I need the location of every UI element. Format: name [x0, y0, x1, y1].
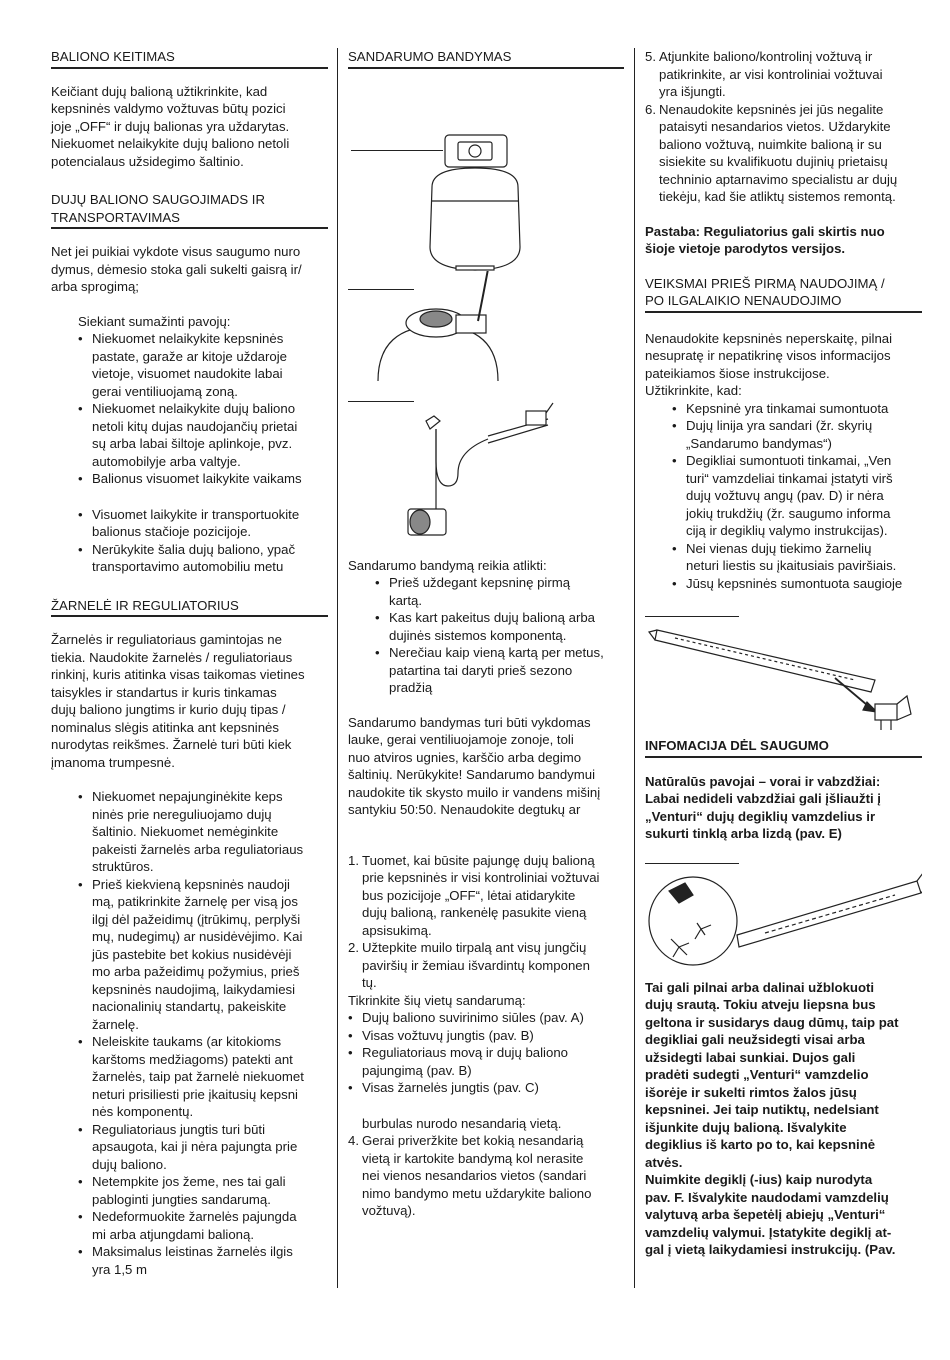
text-line: bus pozicijoje „OFF“, lėtai atidarykite: [362, 887, 576, 903]
text-line: VEIKSMAI PRIEŠ PIRMĄ NAUDOJIMĄ /: [645, 275, 885, 291]
text-line: Tuomet, kai būsite pajungę dujų balioną: [362, 852, 595, 868]
text-line: Atjunkite baliono/kontrolinį vožtuvą ir: [659, 49, 873, 64]
text-line: apsaugota, kai ji nėra pajungta prie: [92, 1139, 298, 1154]
text-line: degikliai gali neužsidegti visai arba: [645, 1032, 865, 1047]
text-line: nuo atviros ugnies, karščio arba degimo: [348, 749, 582, 765]
text-line: kartą.: [389, 592, 422, 608]
text-line: atvės.: [645, 1154, 683, 1170]
list-item: [78, 1033, 328, 1121]
column-divider-1: [337, 48, 338, 1288]
list-item: [78, 876, 328, 1034]
regulator-note: [645, 223, 922, 258]
text-line: kepsninės valdymo vožtuvas būtų pozici: [51, 101, 286, 116]
text-line: valytuvą arba šepetėlį abiejų „Venturi“: [645, 1207, 886, 1222]
text-line: dujų baliono.: [92, 1156, 167, 1172]
numbered-step: [348, 852, 624, 940]
column-2: [348, 48, 624, 1220]
bubble-indication-text: burbulas nurodo nesandarią vietą.: [362, 1115, 562, 1131]
text-line: mi arba atjungdami balioną.: [92, 1226, 255, 1242]
text-line: Niekuomet nepajunginėkite keps: [92, 789, 283, 804]
leak-test-conditions-text: [348, 714, 624, 819]
text-line: turi“ vamzdeliai tinkamai įstatyti virš: [686, 470, 893, 486]
figure-c-hose-connections: [348, 381, 624, 551]
section-heading-cylinder-replacement: BALIONO KEITIMAS: [51, 48, 328, 69]
text-line: netoli kitų dujas naudojančių prietai: [92, 418, 298, 434]
text-line: Visas vožtuvų jungtis (pav. B): [362, 1027, 534, 1043]
text-line: mą, patikrinkite žarnelę per visą jos: [92, 894, 298, 909]
text-line: Keičiant dujų balioną užtikrinkite, kad: [51, 83, 268, 99]
text-line: Niekuomet nelaikykite dujų baliono: [92, 401, 296, 416]
text-line: joje „OFF“ ir dujų balionas yra uždarytas.: [51, 118, 290, 134]
section-heading-safety-info: INFOMACIJA DĖL SAUGUMO: [645, 737, 922, 758]
text-line: patartina tai daryti prieš sezono: [389, 662, 573, 678]
list-item: [78, 1173, 328, 1208]
numbered-step: [645, 48, 922, 101]
text-line: arba sprogimą;: [51, 279, 139, 294]
text-line: dujų balioną, rankenėlę pasukite vieną: [362, 905, 587, 920]
figure-label-line: [348, 401, 414, 402]
step-number: 1.: [348, 852, 359, 868]
text-line: šaltinių. Nerūkykite! Sandarumo bandymui: [348, 767, 596, 782]
text-line: rinkinį, kuris atitinka visas taikomas vietines: [51, 667, 305, 682]
list-item: [348, 1044, 624, 1079]
text-line: sisiekite su kvalifikuotu dujinių prietaisų: [659, 154, 888, 169]
text-line: įmanoma trumpesnė.: [51, 754, 175, 770]
text-line: Reguliatoriaus jungtis turi būti: [92, 1121, 265, 1137]
text-line: kepsninės naudojimą, laikydamiesi: [92, 981, 296, 997]
text-line: Nerečiau kaip vieną kartą per metus,: [389, 645, 604, 660]
text-line: ninės prie nereguliuojamo dujų: [92, 806, 272, 822]
text-line: karštoms medžiagoms) patekti ant: [92, 1051, 293, 1067]
text-line: šioje vietoje parodytos versijos.: [645, 241, 846, 256]
text-line: užsidegti labai sunkiai. Dujos gali: [645, 1049, 856, 1065]
numbered-step: [645, 101, 922, 206]
text-line: tų.: [362, 975, 377, 990]
text-line: struktūros.: [92, 859, 154, 874]
list-item: [78, 470, 328, 488]
gas-cylinder-drawing: [348, 69, 624, 271]
list-item: [348, 1009, 624, 1027]
text-line: nimo bandymo metu uždarykite baliono: [362, 1185, 592, 1201]
text-line: kepsninei. Jei taip nutiktų, nedelsiant: [645, 1102, 879, 1117]
burner-venturi-drawing: [645, 592, 922, 737]
column-1: [51, 48, 328, 1278]
text-line: nesupratę ir nepatikrinę visos informacijos: [645, 348, 891, 363]
text-line: dujinės sistemos komponentą.: [389, 627, 567, 643]
text-line: Niekuomet nelaikykite kepsninės: [92, 331, 284, 346]
check-points-list: [348, 1009, 624, 1097]
storage-intro-text: [51, 243, 328, 296]
text-line: vamzdelių valymui. Įstatykite degiklį at-: [645, 1224, 892, 1240]
text-line: potencialaus užsidegimo šaltinio.: [51, 153, 244, 169]
list-item: [375, 644, 624, 697]
list-item: [78, 1121, 328, 1174]
text-line: išjunkite dujų balioną. Išvalykite: [645, 1119, 847, 1135]
text-line: Kas kart pakeitus dujų balioną arba: [389, 610, 596, 625]
text-line: mo arba pažeidimų požymius, prieš: [92, 964, 300, 979]
spiders-insects-text: [645, 773, 922, 843]
text-line: yra 1,5 m: [92, 1261, 147, 1277]
text-line: Jūsų kepsninės sumontuota saugioje: [686, 575, 903, 591]
text-line: tiekėju, kad šie atliktų sistemos remontą.: [659, 189, 896, 204]
text-line: naudokite tik skysto muilo ir vandens mišinį: [348, 784, 601, 800]
text-line: Užtepkite muilo tirpalą ant visų jungčių: [362, 940, 587, 955]
text-line: nės komponentų.: [92, 1104, 194, 1119]
hose-connections-drawing: [348, 381, 624, 551]
text-line: yra išjungti.: [659, 84, 726, 99]
text-line: pakeisti žarnelės arba reguliatoriaus: [92, 841, 304, 857]
text-line: Dujų linija yra sandari (žr. skyrių: [686, 418, 873, 433]
numbered-step: [348, 1132, 624, 1220]
text-line: geltona ir susidarys daug dūmų, taip pat: [645, 1014, 899, 1030]
text-line: Visas žarnelės jungtis (pav. C): [362, 1080, 539, 1095]
text-line: paviršių ir žemiau išvardintų komponen: [362, 957, 590, 973]
figure-d-burner-venturi: [645, 592, 922, 737]
text-line: Reguliatoriaus movą ir dujų baliono: [362, 1045, 568, 1060]
text-line: pradėti sudegti „Venturi“ vamzdelio: [645, 1067, 869, 1082]
list-item: [375, 609, 624, 644]
text-line: Nuimkite degiklį (-ius) kaip nurodyta: [645, 1172, 873, 1187]
text-line: Niekuomet nelaikykite dujų baliono netoli: [51, 136, 290, 151]
text-line: balionus stačioje pozicijoje.: [92, 524, 252, 539]
text-line: Tai gali pilnai arba dalinai užblokuoti: [645, 979, 875, 995]
text-line: vožtuvą).: [362, 1203, 416, 1218]
leak-test-when-list: [348, 574, 624, 697]
text-line: gal į vietą laikydamiesi instrukcijų. (Pav.: [645, 1242, 896, 1257]
text-line: Žarnelės ir reguliatoriaus gamintojas ne: [51, 632, 282, 647]
numbered-step: [348, 939, 624, 992]
text-line: tiekia. Naudokite žarnelės / reguliatoriaus: [51, 649, 293, 665]
figure-label-line: [348, 289, 414, 290]
section-heading-before-first-use: [645, 275, 922, 313]
text-line: pataisyti nesandarios vietos. Uždarykite: [659, 119, 891, 134]
text-line: Natūralūs pavojai – vorai ir vabzdžiai:: [645, 773, 881, 789]
text-line: DUJŲ BALIONO SAUGOJIMADS IR: [51, 192, 265, 207]
text-line: dujų srautą. Tokiu atveju liepsna bus: [645, 997, 876, 1012]
text-line: automobilyje arba valtyje.: [92, 453, 241, 469]
text-line: PO ILGALAIKIO NENAUDOJIMO: [645, 293, 842, 308]
text-line: Nerūkykite šalia dujų baliono, ypač: [92, 541, 296, 557]
hose-rules-list: [51, 788, 328, 1278]
text-line: šaltinio. Niekuomet nemėginkite: [92, 824, 279, 839]
text-line: dymus, dėmesio stoka gali sukelti gaisrą ir/: [51, 261, 302, 277]
text-line: Netempkite jos žeme, nes tai gali: [92, 1174, 286, 1189]
hose-regulator-text: [51, 631, 328, 771]
text-line: pajungimą (pav. B): [362, 1062, 472, 1078]
text-line: Nei vienas dujų tiekimo žarnelių: [686, 540, 872, 556]
text-line: ciją ir degiklių valymo instrukcijas).: [686, 523, 888, 538]
column-3: [645, 48, 922, 1259]
text-line: nurodytas reikšmes. Žarnelė turi būti kiek: [51, 737, 292, 752]
list-item: [78, 400, 328, 470]
text-line: Degikliai sumontuoti tinkamai, „Ven: [686, 453, 892, 468]
storage-rules-list: [51, 330, 328, 488]
text-line: Pastaba: Reguliatorius gali skirtis nuo: [645, 223, 885, 239]
text-line: žarnelės, taip pat žarnelė niekuomet: [92, 1069, 304, 1084]
figure-b-valve-regulator: [348, 271, 624, 381]
text-line: žarnelę.: [92, 1016, 139, 1032]
text-line: transportavimo automobiliu metu: [92, 559, 284, 574]
leak-test-steps-2: [348, 1132, 624, 1220]
leak-test-steps-3: [645, 48, 922, 206]
column-divider-2: [634, 48, 635, 1288]
text-line: taisykles ir standartus ir kuris tinkamas: [51, 684, 277, 700]
text-line: jūs pastebite bet kokius nusidėvėji: [92, 946, 292, 962]
list-item: [78, 330, 328, 400]
text-line: neturi prisiliesti prie įkaitusių kepsni: [92, 1086, 298, 1102]
section-heading-storage-transport: [51, 191, 328, 229]
step-number: 5.: [645, 49, 656, 64]
text-line: Kepsninė yra tinkamai sumontuota: [686, 400, 889, 416]
list-item: [78, 506, 328, 541]
text-line: vietą ir kartokite bandymą kol nerasite: [362, 1150, 584, 1166]
text-line: Visuomet laikykite ir transportuokite: [92, 506, 300, 522]
list-item: [672, 540, 922, 575]
text-line: pateikiamos šiose instrukcijose.: [645, 365, 830, 381]
text-line: sukurti tinklą arba lizdą (pav. E): [645, 826, 842, 841]
text-line: pradžią: [389, 680, 433, 695]
list-item: [672, 452, 922, 540]
text-line: Neleiskite taukams (ar kitokioms: [92, 1034, 282, 1049]
valve-regulator-drawing: [348, 271, 624, 381]
text-line: patikrinkite, ar visi kontroliniai vožtuvai: [659, 66, 883, 82]
text-line: gerai ventiliuojamą zoną.: [92, 383, 238, 399]
figure-label-line: [645, 863, 739, 864]
step-number: 2.: [348, 940, 359, 955]
text-line: mų, nudegimų) ar nusidėvėjimo. Kai: [92, 929, 303, 944]
list-item: [78, 541, 328, 576]
before-use-text: [645, 330, 922, 400]
list-item: [78, 1243, 328, 1278]
text-line: jokių trukdžių (žr. saugumo informa: [686, 505, 891, 521]
step-number: 6.: [645, 101, 656, 117]
figure-a-gas-cylinder: [348, 69, 624, 271]
section-heading-hose-regulator: ŽARNELĖ IR REGULIATORIUS: [51, 597, 328, 618]
list-item: [348, 1079, 624, 1097]
list-item: [78, 1208, 328, 1243]
text-line: Sandarumo bandymas turi būti vykdomas: [348, 714, 591, 730]
text-line: Gerai priveržkite bet kokią nesandarią: [362, 1133, 584, 1148]
list-item: [672, 417, 922, 452]
text-line: vietoje, visuomet naudokite labai: [92, 366, 283, 381]
text-line: TRANSPORTAVIMAS: [51, 209, 180, 225]
text-line: Prieš kiekvieną kepsninės naudoji: [92, 876, 290, 892]
section-heading-leak-test: SANDARUMO BANDYMAS: [348, 48, 624, 69]
text-line: degiklius iš karto po to, kai kepsninė: [645, 1137, 876, 1152]
figure-e-insects-burner: [645, 843, 922, 973]
text-line: apsisukimą.: [362, 922, 432, 938]
list-item: [672, 400, 922, 418]
text-line: pabloginti jungties sandarumą.: [92, 1191, 271, 1207]
before-use-checklist: [645, 400, 922, 593]
text-line: Užtikrinkite, kad:: [645, 383, 742, 398]
text-line: Nenaudokite kepsninės neperskaitę, pilnai: [645, 330, 893, 346]
text-line: santykiu 50:50. Nenaudokite degtukų ar: [348, 802, 581, 817]
risk-reduction-label: Siekiant sumažinti pavojų:: [78, 313, 231, 329]
text-line: nominalus slėgis atitinka ant kepsninės: [51, 719, 279, 735]
text-line: „Sandarumo bandymas“): [686, 435, 832, 451]
text-line: Maksimalus leistinas žarnelės ilgis: [92, 1244, 293, 1259]
text-line: „Venturi“ dujų degiklių vamzdelius ir: [645, 808, 876, 824]
text-line: išorėje ir sukelti rimtos žalos jūsų: [645, 1084, 857, 1100]
text-line: Prieš uždegant kepsninę pirmą: [389, 575, 571, 590]
text-line: Net jei puikiai vykdote visus saugumo nuro: [51, 244, 301, 259]
text-line: Balionus visuomet laikykite vaikams: [92, 471, 302, 486]
text-line: baliono vožtuvą, nuimkite balioną ir su: [659, 136, 882, 152]
list-item: [348, 1027, 624, 1045]
cylinder-replacement-text: [51, 83, 328, 171]
step-number: 4.: [348, 1133, 359, 1148]
leak-test-when-label: Sandarumo bandymą reikia atlikti:: [348, 557, 547, 573]
text-line: neturi liestis su įkaitusiais paviršiais.: [686, 558, 897, 573]
list-item: [375, 574, 624, 609]
check-points-label: Tikrinkite šių vietų sandarumą:: [348, 992, 526, 1008]
list-item: [672, 575, 922, 593]
text-line: dujų baliono jungtims ir kurio dujų tipas /: [51, 702, 286, 717]
text-line: techninio aptarnavimo specialistu ar dujų: [659, 171, 898, 187]
text-line: pav. F. Išvalykite naudodami vamzdelių: [645, 1189, 889, 1205]
list-item: [78, 788, 328, 876]
figure-label-line: [351, 150, 443, 151]
text-line: sų arba labai šiltoje aplinkoje, pvz.: [92, 436, 293, 451]
text-line: pastate, garaže ar kitoje uždaroje: [92, 348, 287, 364]
leak-test-steps: [348, 852, 624, 992]
text-line: ilgį dėl pažeidimų (įtrūkimų, perplyši: [92, 911, 301, 927]
text-line: Dujų baliono suvirinimo siūles (pav. A): [362, 1010, 584, 1025]
storage-rules-list-2: [51, 506, 328, 576]
text-line: nacionalinių standartų, pakeiskite: [92, 999, 287, 1014]
text-line: Nedeformuokite žarnelės pajungda: [92, 1209, 297, 1224]
text-line: Labai nedideli vabzdžiai gali įšliaužti į: [645, 791, 881, 806]
text-line: lauke, gerai ventiliuojamoje zonoje, toli: [348, 732, 574, 747]
text-line: Nenaudokite kepsninės jei jūs negalite: [659, 101, 884, 117]
text-line: dujų vožtuvų angų (pav. D) ir nėra: [686, 488, 884, 503]
text-line: nei vienos nesandarios vietos (sandari: [362, 1168, 587, 1183]
figure-label-line: [645, 616, 739, 617]
text-line: prie kepsninės ir visi kontroliniai vožtuvai: [362, 870, 600, 885]
blockage-warning-text: [645, 979, 922, 1259]
